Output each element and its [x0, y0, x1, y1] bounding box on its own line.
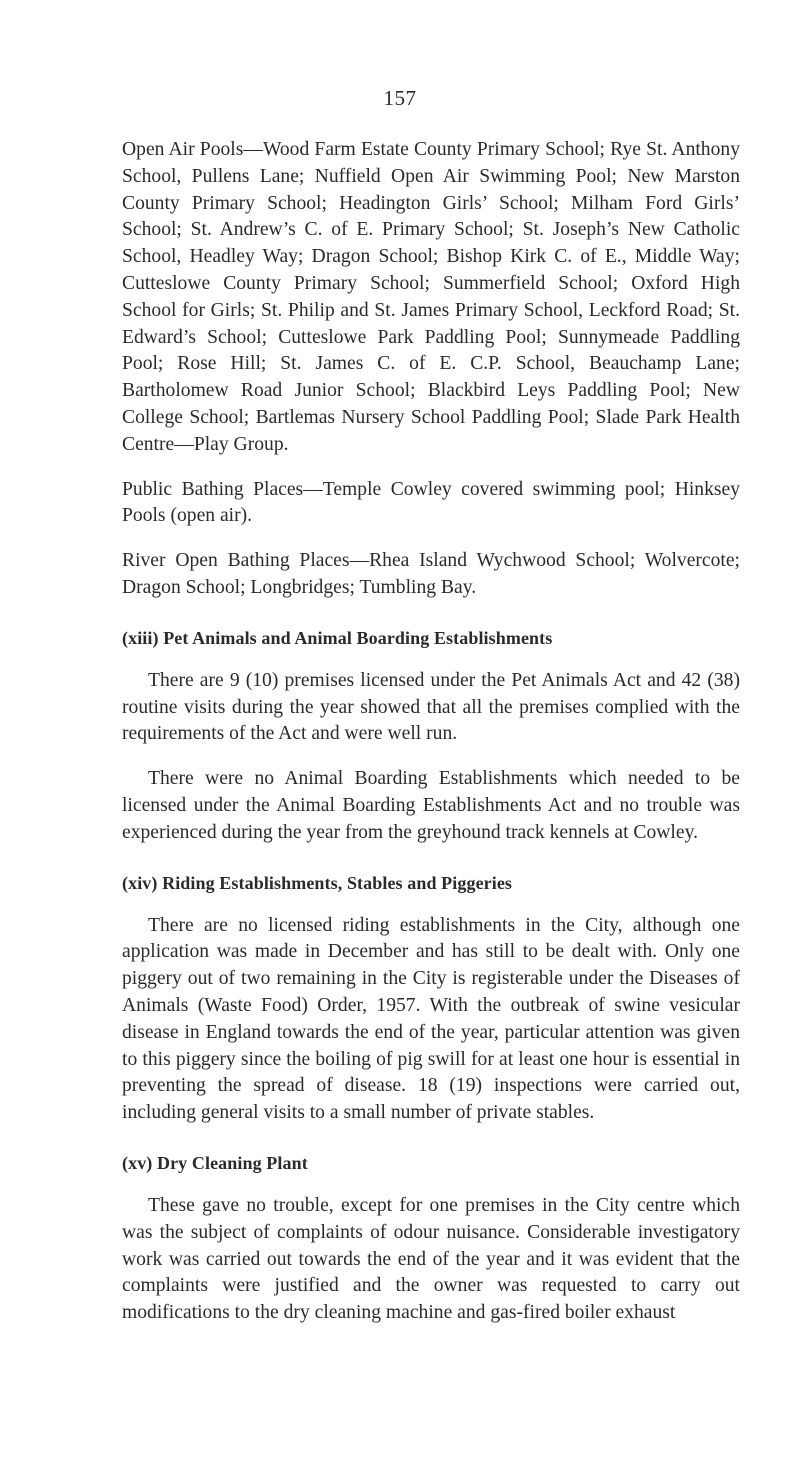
page-content [122, 137, 740, 1327]
page-number: 157 [383, 86, 417, 110]
section-heading-dry-cleaning: (xv) Dry Cleaning Plant [122, 1152, 308, 1173]
pet-animals-paragraph-2: There were no Animal Boarding Establishments which needed to be licensed under the Animal Boarding Establishments Act and no trouble was experienced during the year from the greyhound track kennels at Cowley. [122, 768, 740, 843]
pet-animals-paragraph-1: There are 9 (10) premises licensed under the Pet Animals Act and 42 (38) routine visits during the year showed that all the premises complied with the requirements of the Act and were well run. [122, 669, 740, 745]
section-heading-pet-animals: (xiii) Pet Animals and Animal Boarding Establishments [122, 627, 553, 648]
open-air-pools-paragraph: Open Air Pools—Wood Farm Estate County Primary School; Rye St. Anthony School, Pullens Lane; Nuffield Open Air Swimming Pool; New Marston County Primary School; Headington Girls’ School; Milham Ford Girls’ School; St. Andrew’s C. of E. Primary School; St. Joseph’s New Catholic School, Headley Way; Dragon School; Bishop Kirk C. of E., Middle Way; Cutteslowe County Primary School; Summerfield School; Oxford High School for Girls; St. Philip and St. James Primary School, Leckford Road; St. Edward’s School; Cutteslowe Park Paddling Pool; Sunnymeade Paddling Pool; Rose Hill; St. James C. of E. C.P. School, Beauchamp Lane; Bartholomew Road Junior School; Blackbird Leys Paddling Pool; New College School; Bartlemas Nursery School Paddling Pool; Slade Park Health Centre—Play Group. [122, 139, 740, 455]
public-bathing-paragraph: Public Bathing Places—Temple Cowley covered swimming pool; Hinksey Pools (open air). [122, 478, 740, 527]
riding-paragraph-1: There are no licensed riding establishments in the City, although one application was made in December and has still to be dealt with. Only one piggery out of two remaining in the City is registerable under the Diseases of Animals (Waste Food) Order, 1957. With the outbreak of swine vesicular disease in England towards the end of the year, particular attention was given to this piggery since the boiling of pig swill for at least one hour is essential in preventing the spread of disease. 18 (19) inspections were carried out, including general visits to a small number of private stables. [122, 914, 740, 1124]
dry-cleaning-paragraph-1: These gave no trouble, except for one premises in the City centre which was the subject of complaints of odour nuisance. Considerable investigatory work was carried out towards the end of the year and it was evident that the complaints were justified and the owner was requested to carry out modifications to the dry cleaning machine and gas-fired boiler exhaust [122, 1194, 740, 1324]
section-heading-riding: (xiv) Riding Establishments, Stables and Piggeries [122, 872, 513, 893]
river-bathing-paragraph: River Open Bathing Places—Rhea Island Wychwood School; Wolvercote; Dragon School; Longbridges; Tumbling Bay. [122, 550, 740, 598]
